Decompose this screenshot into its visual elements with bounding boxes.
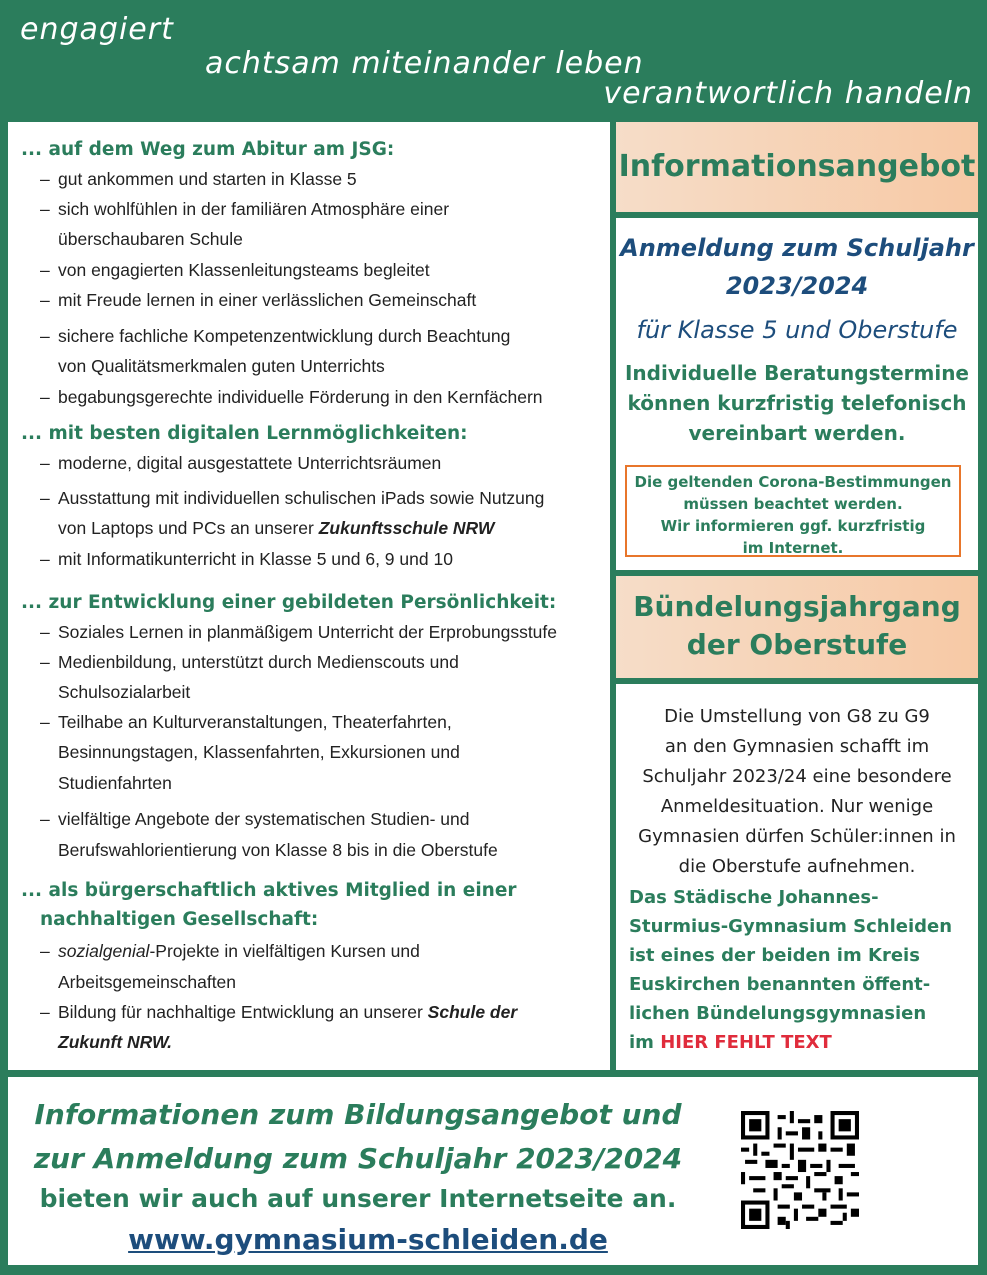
- list-item: – mit Freude lernen in einer verlässlichen Gemeinschaft: [40, 290, 477, 310]
- bundle-title-box: [616, 576, 978, 678]
- list-item-continued: von Laptops und PCs an unserer Zukunftsschule NRW: [58, 518, 495, 538]
- list-item: – Soziales Lernen in planmäßigem Unterricht der Erprobungsstufe: [40, 622, 558, 642]
- list-item-continued: Studienfahrten: [58, 773, 172, 793]
- list-item-continued: Arbeitsgemeinschaften: [58, 972, 237, 992]
- list-item-continued: Schulsozialarbeit: [58, 682, 191, 702]
- website-link[interactable]: www.gymnasium-schleiden.de: [128, 1223, 608, 1256]
- list-item: – Medienbildung, unterstützt durch Medienscouts und: [40, 652, 459, 672]
- bundle-title: Bündelungsjahrgang der Oberstufe: [633, 590, 961, 661]
- section-heading-digital: ... mit besten digitalen Lernmöglichkeiten:: [21, 423, 468, 444]
- corona-notice: Die geltenden Corona-Bestimmungen müssen beachtet werden. Wir informieren ggf. kurzfristig im Internet.: [625, 465, 961, 557]
- zukunftsschule-emphasis: Zukunftsschule NRW: [318, 518, 495, 538]
- bundle-paragraph: Die Umstellung von G8 zu G9 an den Gymnasien schafft im Schuljahr 2023/24 eine besondere Anmeldesituation. Nur wenige Gymnasien dürfen Schüler:innen in die Oberstufe aufnehmen.: [638, 706, 956, 877]
- list-item-continued: überschaubaren Schule: [58, 229, 243, 249]
- slogan-achtsam: achtsam miteinander leben: [205, 46, 644, 81]
- list-item: – Ausstattung mit individuellen schulischen iPads sowie Nutzung: [40, 488, 545, 508]
- slogan-engagiert: engagiert: [20, 12, 174, 47]
- qr-code-icon[interactable]: [741, 1111, 859, 1229]
- section-heading-abitur: ... auf dem Weg zum Abitur am JSG:: [21, 139, 395, 160]
- advice-note-line1: Individuelle Beratungstermine: [624, 361, 969, 385]
- list-item: – vielfältige Angebote der systematischen Studien- und: [40, 809, 470, 829]
- missing-text-marker: HIER FEHLT TEXT: [660, 1032, 832, 1053]
- registration-year: 2023/2024: [725, 272, 869, 300]
- section-heading-persoenlichkeit: ... zur Entwicklung einer gebildeten Persönlichkeit:: [21, 592, 557, 613]
- list-item: – Bildung für nachhaltige Entwicklung an unserer Schule der: [40, 1002, 518, 1022]
- registration-box: [616, 218, 978, 570]
- list-item: – von engagierten Klassenleitungsteams begleitet: [40, 260, 430, 280]
- list-item: – gut ankommen und starten in Klasse 5: [40, 169, 357, 189]
- footer-subline: bieten wir auch auf unserer Internetseite an.: [39, 1184, 677, 1213]
- left-content-panel: [8, 122, 610, 1070]
- list-item: – mit Informatikunterricht in Klasse 5 und 6, 9 und 10: [40, 549, 453, 569]
- sozialgenial-emphasis: sozialgenial: [58, 941, 150, 961]
- info-title: Informationsangebot: [618, 149, 976, 184]
- bundle-content-box: [616, 684, 978, 1070]
- advice-note-line3: vereinbart werden.: [688, 421, 906, 445]
- list-item: – sich wohlfühlen in der familiären Atmosphäre einer: [40, 199, 450, 219]
- registration-title: Anmeldung zum Schuljahr: [620, 234, 974, 262]
- list-item: – sichere fachliche Kompetenzentwicklung durch Beachtung: [40, 326, 511, 346]
- info-title-box: [616, 122, 978, 212]
- list-item: – moderne, digital ausgestattete Unterrichtsräumen: [40, 453, 442, 473]
- advice-note-line2: können kurzfristig telefonisch: [627, 391, 967, 415]
- section-heading-gesellschaft-cont: nachhaltigen Gesellschaft:: [40, 909, 319, 930]
- section-heading-gesellschaft: ... als bürgerschaftlich aktives Mitglied in einer: [21, 880, 517, 901]
- list-item-continued: Besinnungstagen, Klassenfahrten, Exkursionen und: [58, 742, 460, 762]
- list-item: – sozialgenial-Projekte in vielfältigen Kursen und: [40, 941, 420, 961]
- list-item: – begabungsgerechte individuelle Förderung in den Kernfächern: [40, 387, 543, 407]
- slogan-verantwortlich: verantwortlich handeln: [603, 76, 973, 111]
- registration-subtitle: für Klasse 5 und Oberstufe: [636, 316, 958, 344]
- list-item: – Teilhabe an Kulturveranstaltungen, Theaterfahrten,: [40, 712, 452, 732]
- footer-panel: [8, 1077, 978, 1265]
- list-item-continued: Berufswahlorientierung von Klasse 8 bis in die Oberstufe: [58, 840, 498, 860]
- list-item-continued: von Qualitätsmerkmalen guten Unterrichts: [58, 356, 385, 376]
- bundle-school-statement: Das Städische Johannes- Sturmius-Gymnasium Schleiden ist eines der beiden im Kreis Euskirchen benannten öffent- lichen Bündelungsgymnasien im HIER FEHLT TEXT: [629, 887, 953, 1053]
- list-item-continued: Zukunft NRW.: [58, 1032, 173, 1052]
- footer-heading: Informationen zum Bildungsangebot und zur Anmeldung zum Schuljahr 2023/2024: [33, 1098, 683, 1175]
- schule-der-zukunft-emphasis: Schule der: [427, 1002, 518, 1022]
- header-band: [0, 0, 987, 118]
